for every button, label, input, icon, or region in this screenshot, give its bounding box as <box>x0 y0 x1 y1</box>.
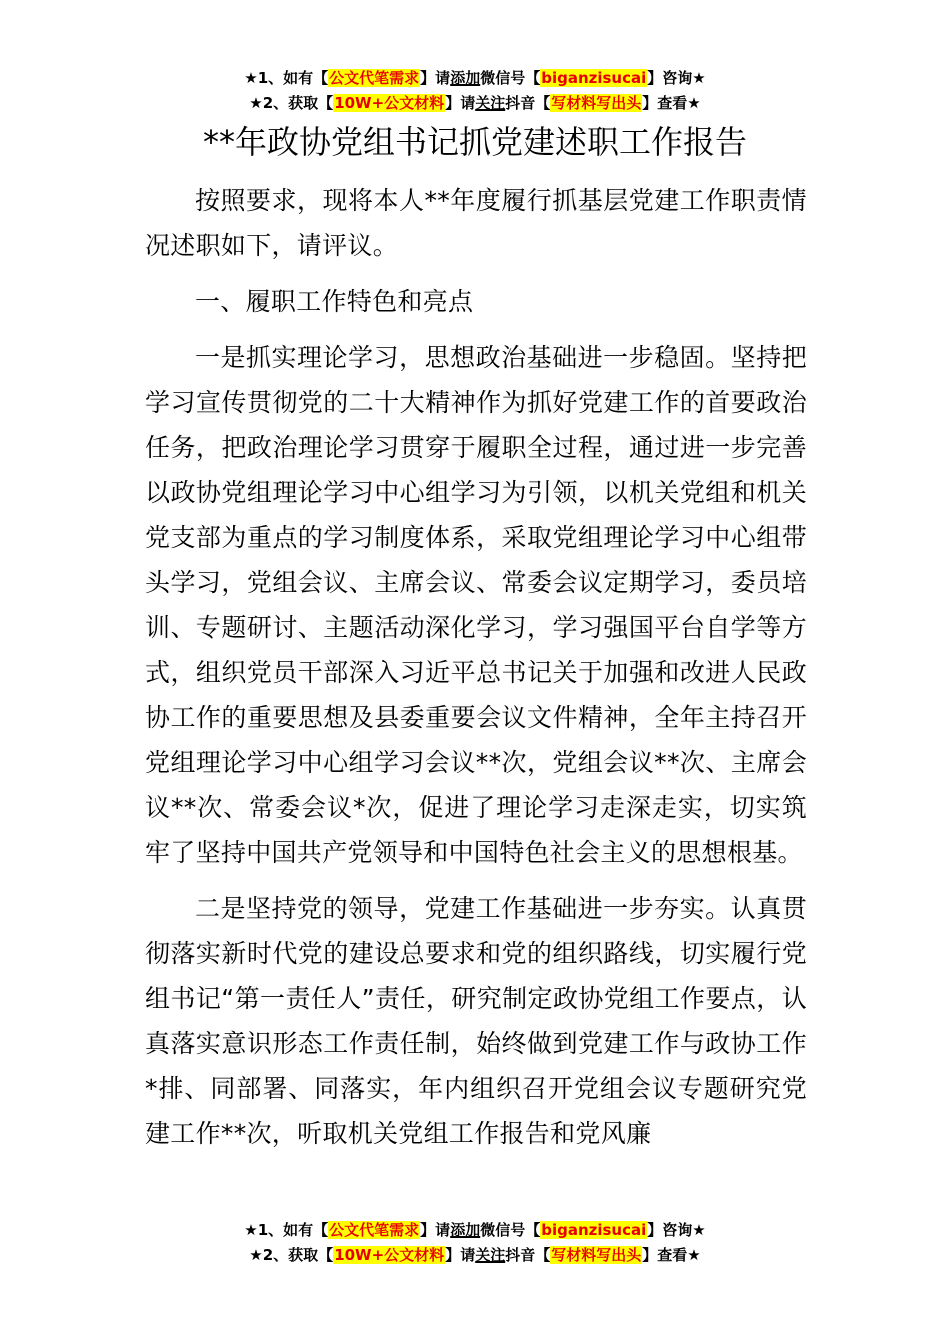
promo-text: 】请 <box>445 94 476 112</box>
promo-highlight: 公文代笔需求 <box>329 69 420 87</box>
promo-underline: 添加 <box>450 1221 481 1239</box>
promo-text: 】请 <box>420 69 451 87</box>
paragraph-intro: 按照要求，现将本人**年度履行抓基层党建工作职责情况述职如下，请评议。 <box>145 186 807 260</box>
promo-line-2 <box>0 91 950 116</box>
promo-text: 抖音【 <box>505 94 551 112</box>
promo-line-1 <box>0 66 950 91</box>
promo-text: 】咨询★ <box>647 1221 706 1239</box>
promo-highlight: biganzisucai <box>541 69 647 87</box>
promo-text: 】查看★ <box>642 1246 701 1264</box>
document-title: **年政协党组书记抓党建述职工作报告 <box>202 123 747 161</box>
promo-highlight: 写材料写出头 <box>551 94 642 112</box>
promo-text: 】查看★ <box>642 94 701 112</box>
promo-underline: 关注 <box>475 94 506 112</box>
promo-highlight: biganzisucai <box>541 1221 647 1239</box>
promo-underline: 关注 <box>475 1246 506 1264</box>
promo-highlight: 写材料写出头 <box>551 1246 642 1264</box>
promo-text: 】请 <box>420 1221 451 1239</box>
promo-line-2 <box>0 1243 950 1268</box>
promo-text: ★2、获取【 <box>249 94 334 112</box>
promo-text: 微信号【 <box>480 69 541 87</box>
paragraph-2: 二是坚持党的领导，党建工作基础进一步夯实。认真贯彻落实新时代党的建设总要求和党的组织路线，切实履行党组书记“第一责任人”责任，研究制定政协党组工作要点，认真落实意识形态工作责任制，始终做到党建工作与政协工作*排、同部署、同落实，年内组织召开党组会议专题研究党建工作**次，听取机关党组工作报告和党风廉 <box>145 894 807 1148</box>
promo-highlight: 10W+公文材料 <box>334 1246 445 1264</box>
paragraph-1: 一是抓实理论学习，思想政治基础进一步稳固。坚持把学习宣传贯彻党的二十大精神作为抓好党建工作的首要政治任务，把政治理论学习贯穿于履职全过程，通过进一步完善以政协党组理论学习中心组学习为引领，以机关党组和机关党支部为重点的学习制度体系，采取党组理论学习中心组带头学习，党组会议、主席会议、常委会议定期学习，委员培训、专题研讨、主题活动深化学习，学习强国平台自学等方式，组织党员干部深入习近平总书记关于加强和改进人民政协工作的重要思想及县委重要会议文件精神，全年主持召开党组理论学习中心组学习会议**次，党组会议**次、主席会议**次、常委会议*次，促进了理论学习走深走实，切实筑牢了坚持中国共产党领导和中国特色社会主义的思想根基。 <box>145 343 807 867</box>
promo-text: 微信号【 <box>480 1221 541 1239</box>
document-body <box>145 178 807 1156</box>
promo-text: ★1、如有【 <box>244 69 329 87</box>
promo-text: ★1、如有【 <box>244 1221 329 1239</box>
promo-text: 】请 <box>445 1246 476 1264</box>
promo-underline: 添加 <box>450 69 481 87</box>
section-heading: 一、履职工作特色和亮点 <box>195 287 474 316</box>
promo-banner-top <box>0 66 950 116</box>
promo-highlight: 公文代笔需求 <box>329 1221 420 1239</box>
promo-text: 抖音【 <box>505 1246 551 1264</box>
promo-highlight: 10W+公文材料 <box>334 94 445 112</box>
promo-line-1 <box>0 1218 950 1243</box>
promo-text: ★2、获取【 <box>249 1246 334 1264</box>
promo-banner-bottom <box>0 1218 950 1268</box>
promo-text: 】咨询★ <box>647 69 706 87</box>
